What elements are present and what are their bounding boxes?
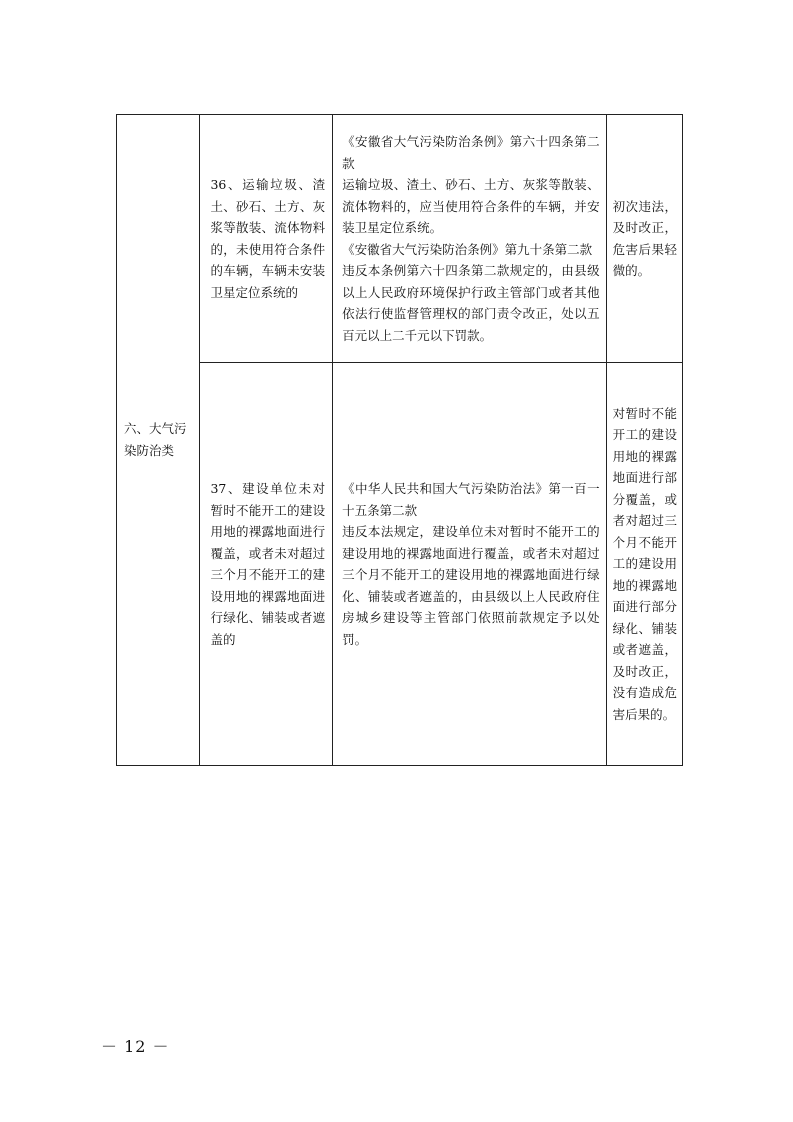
item-cell — [200, 115, 333, 363]
penalty-table — [116, 114, 683, 766]
page-number: － 12 － — [101, 1037, 170, 1056]
law-paragraph: 违反本法规定，建设单位未对暂时不能开工的建设用地的裸露地面进行覆盖，或者未对超过三个月不能开工的建设用地的裸露地面进行绿化、铺装或者遮盖的，由县级以上人民政府住房城乡建设等主管部门依照前款规定予以处罚。 — [342, 524, 600, 647]
law-paragraph: 《安徽省大气污染防治条例》第九十条第二款 — [342, 241, 593, 257]
category-label: 六、大气污染防治类 — [124, 421, 187, 458]
law-cell — [333, 363, 606, 766]
law-paragraph: 违反本条例第六十四条第二款规定的，由县级以上人民政府环境保护行政主管部门或者其他依法行使监督管理权的部门责令改正，处以五百元以上二千元以下罚款。 — [342, 263, 600, 343]
law-text — [333, 478, 605, 650]
condition-cell — [606, 115, 682, 363]
law-paragraph: 运输垃圾、渣土、砂石、土方、灰浆等散装、流体物料的，应当使用符合条件的车辆，并安装卫星定位系统。 — [342, 177, 600, 235]
condition-text: 初次违法，及时改正，危害后果轻微的。 — [612, 198, 677, 278]
law-paragraph: 《中华人民共和国大气污染防治法》第一百一十五条第二款 — [342, 481, 600, 518]
item-description: 37、建设单位未对暂时不能开工的建设用地的裸露地面进行覆盖，或者未对超过三个月不能开工的建设用地的裸露地面进行绿化、铺装或者遮盖的 — [210, 481, 326, 647]
table-row — [117, 115, 683, 363]
law-cell — [333, 115, 606, 363]
law-text — [333, 131, 605, 346]
table-row — [117, 363, 683, 766]
item-cell — [200, 363, 333, 766]
law-paragraph: 《安徽省大气污染防治条例》第六十四条第二款 — [342, 134, 600, 171]
item-description: 36、运输垃圾、渣土、砂石、土方、灰浆等散装、流体物料的，未使用符合条件的车辆，车辆未安装卫星定位系统的 — [210, 177, 326, 300]
condition-cell — [606, 363, 682, 766]
condition-text: 对暂时不能开工的建设用地的裸露地面进行部分覆盖，或者对超过三个月不能开工的建设用地的裸露地面进行部分绿化、铺装或者遮盖，及时改正，没有造成危害后果的。 — [612, 405, 677, 722]
category-cell — [117, 115, 200, 766]
